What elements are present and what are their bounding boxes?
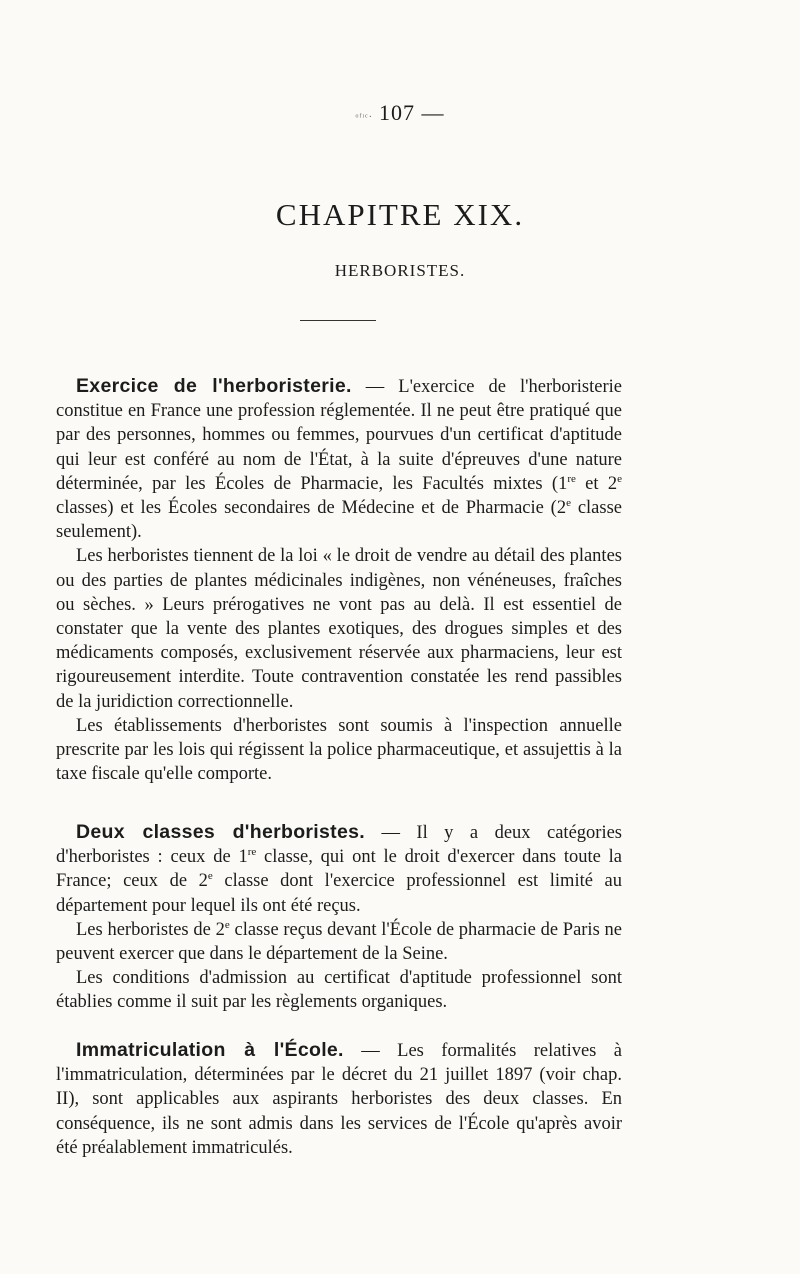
superscript: re [567, 472, 576, 485]
ink-mark: ᵒᶠᶦᶜ· [355, 112, 373, 123]
paragraph [56, 820, 622, 918]
text-run: 1 [558, 473, 568, 494]
superscript: e [207, 870, 213, 883]
superscript: e [566, 496, 571, 509]
section-deux-classes [56, 820, 622, 1015]
dash: — [351, 377, 399, 397]
dash: — [343, 1041, 398, 1061]
chapter-subtitle: HERBORISTES. [334, 261, 466, 280]
text-run: classe seulement). [56, 498, 622, 543]
paragraph: Les herboristes tiennent de la loi « le droit de vendre au détail des plantes ou des parties de plantes médicinales indigènes, non vénéneuses, fraîches ou sèches. » Leurs prérogatives ne vont pas au delà. Il est essentiel de constater que la vente des plantes exotiques, des drogues simples et des médicaments composés, exclusivement réservée aux pharmaciens, leur est rigoureusement interdite. Toute contravention constatée les rend passibles de la juridiction correctionnelle. [56, 546, 622, 712]
superscript: e [224, 918, 230, 931]
paragraph-text: L'exercice de l'herboristerie constitue en France une profession réglementée. Il ne peut être pratiqué que par des personnes, hommes ou femmes, pourvues d'un certificat d'aptitude qui leur est conféré au nom de l'État, à la suite d'épreuves d'une nature déterminée, par les Écoles de Pharmacie, les Facultés mixtes ( [56, 377, 622, 494]
text-run: et 2 [575, 473, 618, 494]
divider-rule [300, 320, 376, 321]
page-number: 107 — [379, 100, 445, 125]
superscript: e [617, 472, 622, 485]
section-immatriculation [56, 1038, 622, 1160]
section-heading: Exercice de l'herboristerie. [76, 375, 352, 397]
text-run: Il y a deux catégories d'herboristes : ceux de 1 [56, 823, 622, 868]
section-exercice [56, 374, 622, 786]
paragraph [56, 374, 622, 544]
paragraph [56, 918, 622, 966]
section-heading: Deux classes d'herboristes. [76, 821, 365, 843]
text-run: Les herboristes de 2 [76, 919, 225, 940]
chapter-title: CHAPITRE XIX. [275, 197, 525, 232]
paragraph: Les établissements d'herboristes sont soumis à l'inspection annuelle prescrite par les lois qui régissent la police pharmaceutique, et assujettis à la taxe fiscale qu'elle comporte. [56, 715, 622, 785]
text-run: classe, qui ont le droit d'exercer dans toute la France; ceux de 2 [56, 847, 622, 892]
text-run: classe dont l'exercice professionnel est limité au département pour lequel ils ont été reçus. [56, 871, 622, 916]
paragraph-text: Les formalités relatives à l'immatriculation, déterminées par le décret du 21 juillet 1897 (voir chap. II), sont applicables aux aspirants herboristes des deux classes. En conséquence, ils ne sont admis dans les services de l'École qu'après avoir été préalablement immatriculés. [56, 1041, 623, 1158]
paragraph: Les conditions d'admission au certificat d'aptitude professionnel sont établies comme il suit par les règlements organiques. [56, 968, 622, 1013]
section-heading: Immatriculation à l'École. [76, 1039, 344, 1061]
text-run: classe reçus devant l'École de pharmacie de Paris ne peuvent exercer que dans le département de la Seine. [56, 919, 622, 965]
paragraph [56, 1038, 622, 1160]
dash: — [364, 823, 417, 843]
superscript: re [247, 846, 257, 859]
text-run: classes) et les Écoles secondaires de Médecine et de Pharmacie (2 [56, 498, 567, 519]
running-head [0, 100, 800, 126]
